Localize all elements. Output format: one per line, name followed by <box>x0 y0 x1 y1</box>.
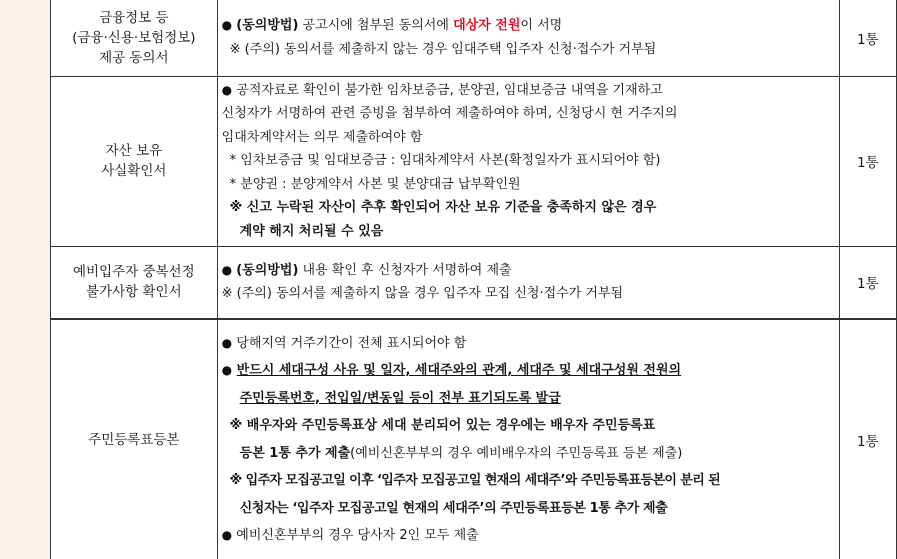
highlight-text: 대상자 전원 <box>453 18 521 34</box>
document-description-cell <box>217 319 839 559</box>
description-text: (예비신혼부부의 경우 예비배우자의 주민등록표 등본 제출) <box>350 445 683 461</box>
document-name-line: 제공 동의서 <box>99 49 169 66</box>
description-text: 반드시 세대구성 사유 및 일자, 세대주와의 관계, 세대주 및 세대구성원 전원의 <box>236 363 682 378</box>
description-line <box>222 440 833 468</box>
document-name-cell <box>51 246 218 319</box>
table-row <box>51 0 897 76</box>
bullet-icon: ● <box>221 335 233 350</box>
quantity-cell: 1통 <box>839 0 896 76</box>
document-description-cell <box>217 0 839 76</box>
consent-method-label: (동의방법) <box>236 18 299 34</box>
quantity-cell: 1통 <box>839 76 896 246</box>
description-text: 공고시에 첨부된 동의서에 <box>298 18 454 34</box>
description-line <box>222 330 833 358</box>
document-name-line: 금융정보 등 <box>99 9 169 26</box>
document-name-line: 주민등록표등본 <box>88 431 180 448</box>
description-line: ※ 배우자와 주민등록표상 세대 분리되어 있는 경우에는 배우자 주민등록표 <box>229 418 656 433</box>
description-line <box>222 357 833 385</box>
document-name-cell <box>51 76 218 246</box>
description-text: 공적자료로 확인이 불가한 임차보증금, 분양권, 임대보증금 내역을 기재하고 <box>236 82 663 98</box>
description-line <box>222 14 833 38</box>
required-documents-table <box>50 0 897 559</box>
document-name-line: 불가사항 확인서 <box>86 284 182 301</box>
description-line <box>222 385 833 413</box>
description-line: 임대차계약서는 의무 제출하여야 함 <box>221 129 423 145</box>
bullet-icon: ● <box>221 528 233 542</box>
description-text: 당해지역 거주기간이 전체 표시되어야 함 <box>236 335 467 351</box>
description-text: 내용 확인 후 신청자가 서명하여 제출 <box>298 262 512 278</box>
description-text: 이 서명 <box>520 18 563 34</box>
bullet-icon: ● <box>221 262 233 277</box>
bullet-icon: ● <box>221 82 233 97</box>
consent-method-label: (동의방법) <box>236 262 299 278</box>
table-row <box>51 246 897 319</box>
description-line: 계약 해지 처리될 수 있음 <box>239 223 384 239</box>
description-line: * 분양권 : 분양계약서 사본 및 분양대금 납부확인원 <box>229 176 521 192</box>
description-line: 신청자가 서명하여 관련 증빙을 첨부하여 제출하여야 하며, 신청당시 현 거주지의 <box>221 106 678 122</box>
description-text: 등본 1통 추가 제출 <box>239 445 351 461</box>
description-line: ※ 입주자 모집공고일 이후 ‘입주자 모집공고일 현재의 세대주’와 주민등록표등본이 분리 된 <box>229 473 721 488</box>
bullet-icon: ● <box>221 363 233 377</box>
description-line: ※ (주의) 동의서를 제출하지 않을 경우 입주자 모집 신청·접수가 거부됨 <box>221 286 624 302</box>
description-line <box>222 522 833 550</box>
quantity-cell: 1통 <box>839 246 896 319</box>
description-text: 주민등록번호, 전입일/변동일 등이 전부 표기되도록 발급 <box>239 390 561 406</box>
description-line <box>222 259 833 283</box>
bullet-icon: ● <box>221 18 233 33</box>
document-description-cell <box>217 246 839 319</box>
table-row <box>51 76 897 246</box>
description-line: ※ 신고 누락된 자산이 추후 확인되어 자산 보유 기준을 충족하지 않은 경우 <box>229 200 657 216</box>
description-line <box>222 79 833 103</box>
description-line: 신청자는 ‘입주자 모집공고일 현재의 세대주’의 주민등록표등본 1통 추가 제출 <box>239 500 668 516</box>
document-name-line: 예비입주자 중복선정 <box>72 264 195 281</box>
document-name-cell <box>51 0 218 76</box>
document-name-line: 사실확인서 <box>101 163 167 179</box>
description-line: ※ (주의) 동의서를 제출하지 않는 경우 임대주택 입주자 신청·접수가 거부됨 <box>229 41 657 57</box>
description-text: 예비신혼부부의 경우 당사자 2인 모두 제출 <box>236 528 479 543</box>
document-name-line: 자산 보유 <box>105 143 163 159</box>
quantity-cell: 1통 <box>839 319 896 559</box>
document-name-line: (금융·신용·보험정보) <box>72 29 196 46</box>
table-row <box>51 319 897 559</box>
document-description-cell <box>217 76 839 246</box>
description-line: * 임차보증금 및 임대보증금 : 임대차계약서 사본(확정일자가 표시되어야 함) <box>229 153 661 169</box>
left-margin-strip <box>0 0 50 559</box>
document-name-cell <box>51 319 218 559</box>
